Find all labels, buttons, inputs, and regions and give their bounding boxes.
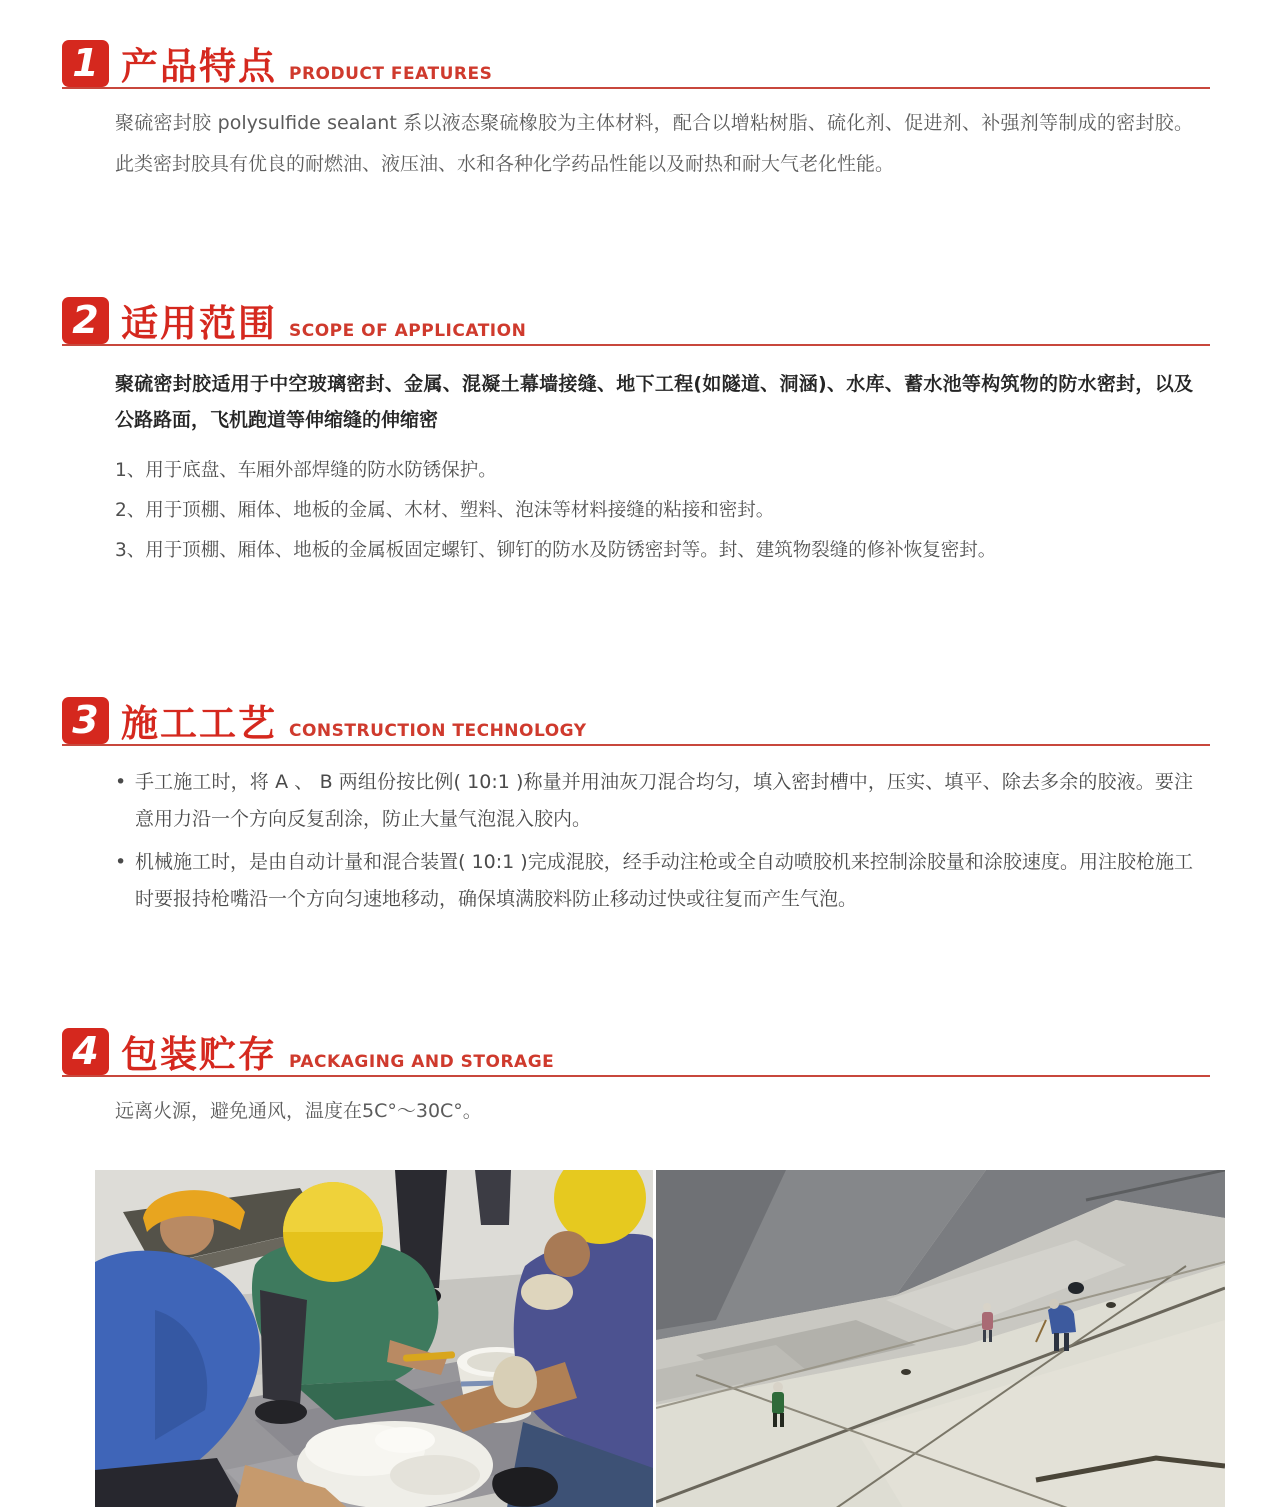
construction-steps-list <box>115 764 1193 918</box>
workers-mixing-sealant-photo <box>95 1170 653 1507</box>
section-number-badge <box>62 297 109 344</box>
section-title-en: PRODUCT FEATURES <box>289 63 493 84</box>
section-packaging-storage <box>62 1028 1210 1132</box>
section-number-badge <box>62 697 109 744</box>
list-item: 3、用于顶棚、厢体、地板的金属板固定螺钉、铆钉的防水及防锈密封等。封、建筑物裂缝的修补恢复密封。 <box>115 540 997 561</box>
photo-row <box>95 1170 1280 1507</box>
section-lead-paragraph: 聚硫密封胶适用于中空玻璃密封、金属、混凝土幕墙接缝、地下工程(如隧道、洞涵)、水库、蓄水池等构筑物的防水密封，以及公路路面，飞机跑道等伸缩缝的伸缩密 <box>115 373 1193 431</box>
application-list <box>115 452 1193 569</box>
section-number-badge <box>62 1028 109 1075</box>
section-number: 2 <box>72 297 99 342</box>
section-title-zh: 适用范围 <box>121 302 277 346</box>
section-construction-technology <box>62 697 1210 918</box>
section-title-zh: 包装贮存 <box>121 1033 277 1077</box>
section-number: 3 <box>72 697 99 742</box>
section-header <box>62 1028 1210 1077</box>
section-number: 1 <box>72 40 99 85</box>
list-item: 2、用于顶棚、厢体、地板的金属、木材、塑料、泡沫等材料接缝的粘接和密封。 <box>115 500 775 521</box>
dam-slope-joint-photo <box>656 1170 1225 1507</box>
section-title-en: CONSTRUCTION TECHNOLOGY <box>289 720 587 741</box>
section-product-features <box>62 40 1210 185</box>
bullet-icon: • <box>115 851 127 873</box>
section-title-zh: 施工工艺 <box>121 702 277 746</box>
list-item-text: 机械施工时，是由自动计量和混合装置( 10:1 )完成混胶，经手动注枪或全自动喷胶机来控制涂胶量和涂胶速度。用注胶枪施工时要报持枪嘴沿一个方向匀速地移动，确保填满胶料防止移动过快或往复而产生气泡。 <box>135 851 1193 910</box>
section-header <box>62 297 1210 346</box>
list-item <box>115 844 1193 918</box>
section-title-zh: 产品特点 <box>121 45 277 89</box>
bullet-icon: • <box>115 771 127 793</box>
section-title-en: PACKAGING AND STORAGE <box>289 1051 555 1072</box>
section-paragraph: 聚硫密封胶 polysulfide sealant 系以液态聚硫橡胶为主体材料，配合以增粘树脂、硫化剂、促进剂、补强剂等制成的密封胶。此类密封胶具有优良的耐燃油、液压油、水和各种化学药品性能以及耐热和耐大气老化性能。 <box>115 112 1193 175</box>
section-number: 4 <box>72 1028 99 1073</box>
list-item-text: 手工施工时，将 A 、 B 两组份按比例( 10:1 )称量并用油灰刀混合均匀，填入密封槽中，压实、填平、除去多余的胶液。要注意用力沿一个方向反复刮涂，防止大量气泡混入胶内。 <box>135 771 1193 830</box>
section-scope-of-application <box>62 297 1210 569</box>
list-item: 1、用于底盘、车厢外部焊缝的防水防锈保护。 <box>115 460 497 481</box>
section-header <box>62 697 1210 746</box>
section-number-badge <box>62 40 109 87</box>
section-header <box>62 40 1210 89</box>
section-title-en: SCOPE OF APPLICATION <box>289 320 527 341</box>
list-item <box>115 764 1193 838</box>
section-paragraph: 远离火源，避免通风，温度在5C°～30C°。 <box>115 1100 482 1122</box>
